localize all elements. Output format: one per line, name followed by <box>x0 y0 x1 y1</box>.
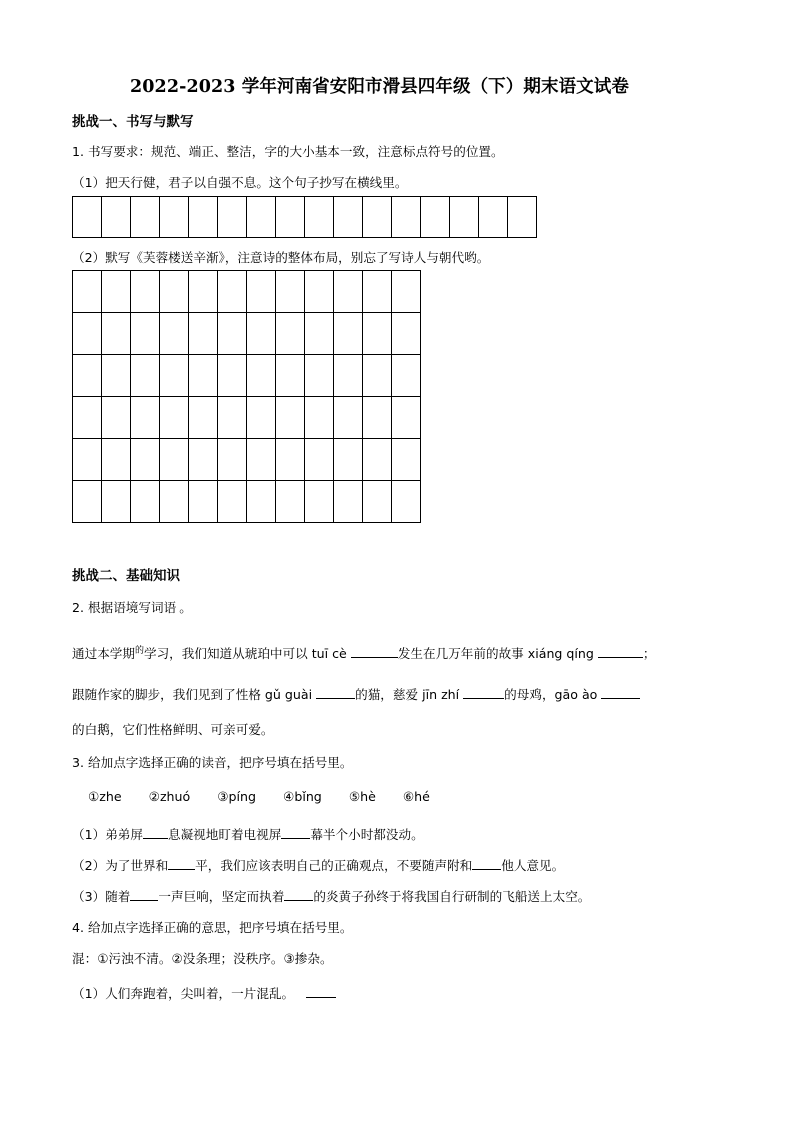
grid-cell[interactable] <box>102 439 131 481</box>
grid-cell[interactable] <box>363 197 392 238</box>
grid-cell[interactable] <box>305 481 334 523</box>
grid-cell[interactable] <box>131 481 160 523</box>
q1-part2: （2）默写《芙蓉楼送辛渐》，注意诗的整体布局，别忘了写诗人与朝代哟。 <box>72 250 490 265</box>
grid-cell[interactable] <box>131 397 160 439</box>
grid-cell[interactable] <box>73 481 102 523</box>
choice-option: ①zhe <box>88 789 122 804</box>
copy-writing-grid[interactable] <box>72 196 537 238</box>
choice-option: ⑤hè <box>348 789 376 804</box>
grid-cell[interactable] <box>73 197 102 238</box>
grid-cell[interactable] <box>392 397 421 439</box>
grid-cell[interactable] <box>131 313 160 355</box>
grid-cell[interactable] <box>305 439 334 481</box>
grid-cell[interactable] <box>102 397 131 439</box>
choice-option: ③píng <box>217 789 257 804</box>
q2-line-3: 的白鹅，它们性格鲜明、可亲可爱。 <box>72 722 274 737</box>
grid-cell[interactable] <box>102 313 131 355</box>
grid-cell[interactable] <box>479 197 508 238</box>
grid-cell[interactable] <box>334 197 363 238</box>
grid-cell[interactable] <box>189 271 218 313</box>
section-heading-1: 挑战一、书写与默写 <box>72 114 194 130</box>
q2-text: 学习，我们知道从琥珀中可以 tuī cè <box>143 646 347 662</box>
grid-cell[interactable] <box>189 355 218 397</box>
grid-cell[interactable] <box>218 481 247 523</box>
grid-cell[interactable] <box>508 197 537 238</box>
grid-cell[interactable] <box>102 271 131 313</box>
grid-cell[interactable] <box>392 197 421 238</box>
q2-text: 跟随作家的脚步，我们见到了性格 gǔ guài <box>72 687 313 702</box>
grid-cell[interactable] <box>421 197 450 238</box>
answer-blank[interactable] <box>306 985 336 998</box>
grid-cell[interactable] <box>73 439 102 481</box>
grid-cell[interactable] <box>334 313 363 355</box>
grid-cell[interactable] <box>247 439 276 481</box>
poem-writing-grid[interactable] <box>72 270 421 523</box>
answer-blank[interactable] <box>281 826 310 839</box>
q3-text: 的炎黄子孙终于将我国自行研制的飞船送上太空。 <box>313 889 591 904</box>
q4-text: （1）人们奔跑着，尖叫着，一片混乱。 <box>72 986 295 1001</box>
grid-cell[interactable] <box>160 439 189 481</box>
q3-text: 一声巨响，坚定而执着 <box>158 889 285 904</box>
grid-cell[interactable] <box>189 313 218 355</box>
grid-cell[interactable] <box>102 481 131 523</box>
answer-blank[interactable] <box>130 888 158 901</box>
answer-blank[interactable] <box>472 857 501 870</box>
q1-part1: （1）把天行健，君子以自强不息。这个句子抄写在横线里。 <box>72 175 408 190</box>
choice-option: ②zhuó <box>148 789 191 804</box>
q3-text: 他人意见。 <box>501 858 565 873</box>
q4-sentence-1 <box>72 983 336 1002</box>
grid-cell[interactable] <box>305 313 334 355</box>
grid-cell[interactable] <box>189 481 218 523</box>
answer-blank[interactable] <box>601 686 640 699</box>
q2-text: ； <box>642 646 656 662</box>
grid-cell[interactable] <box>334 397 363 439</box>
grid-cell[interactable] <box>131 197 160 238</box>
q2-superscript: 的 <box>134 646 144 656</box>
grid-cell[interactable] <box>131 439 160 481</box>
grid-cell[interactable] <box>189 197 218 238</box>
q2-text: 发生在几万年前的故事 xiáng qíng <box>397 646 594 662</box>
grid-cell[interactable] <box>218 355 247 397</box>
grid-cell[interactable] <box>334 355 363 397</box>
q2-stem-dot: 。 <box>179 600 192 615</box>
answer-blank[interactable] <box>143 826 168 839</box>
grid-cell[interactable] <box>334 271 363 313</box>
grid-cell[interactable] <box>276 197 305 238</box>
grid-cell[interactable] <box>305 397 334 439</box>
grid-cell[interactable] <box>218 397 247 439</box>
choice-option: ④bǐng <box>283 789 322 804</box>
grid-cell[interactable] <box>305 271 334 313</box>
grid-cell[interactable] <box>392 313 421 355</box>
grid-cell[interactable] <box>363 271 392 313</box>
grid-row <box>73 313 421 355</box>
q4-stem: 4. 给加点字选择正确的意思，把序号填在括号里。 <box>72 920 353 935</box>
page-title: 2022-2023 学年河南省安阳市滑县四年级（下）期末语文试卷 <box>130 77 629 97</box>
grid-row <box>73 197 537 238</box>
grid-cell[interactable] <box>247 197 276 238</box>
grid-cell[interactable] <box>334 439 363 481</box>
grid-cell[interactable] <box>276 481 305 523</box>
grid-cell[interactable] <box>392 439 421 481</box>
grid-cell[interactable] <box>218 313 247 355</box>
choice-option: ⑥hé <box>402 789 430 804</box>
answer-blank[interactable] <box>598 645 643 658</box>
q2-line-2 <box>72 684 640 703</box>
answer-blank[interactable] <box>351 645 398 658</box>
q4-definitions: 混：①污浊不清。②没条理；没秩序。③掺杂。 <box>72 951 333 966</box>
grid-cell[interactable] <box>131 355 160 397</box>
grid-cell[interactable] <box>102 355 131 397</box>
q2-text: 的猫，慈爱 jīn zhí <box>355 687 460 702</box>
grid-cell[interactable] <box>160 481 189 523</box>
grid-cell[interactable] <box>276 355 305 397</box>
grid-cell[interactable] <box>276 271 305 313</box>
grid-cell[interactable] <box>247 481 276 523</box>
answer-blank[interactable] <box>316 686 355 699</box>
grid-cell[interactable] <box>160 397 189 439</box>
answer-blank[interactable] <box>463 686 504 699</box>
grid-cell[interactable] <box>160 271 189 313</box>
grid-cell[interactable] <box>363 355 392 397</box>
grid-cell[interactable] <box>450 197 479 238</box>
grid-cell[interactable] <box>73 397 102 439</box>
grid-cell[interactable] <box>73 271 102 313</box>
grid-cell[interactable] <box>363 481 392 523</box>
answer-blank[interactable] <box>168 857 195 870</box>
answer-blank[interactable] <box>284 888 313 901</box>
q3-text: 息凝视地盯着电视屏 <box>167 827 282 842</box>
q2-text: 通过本学期 <box>72 646 135 662</box>
grid-row <box>73 439 421 481</box>
grid-cell[interactable] <box>247 271 276 313</box>
grid-cell[interactable] <box>160 197 189 238</box>
grid-cell[interactable] <box>363 313 392 355</box>
q3-sentence-1 <box>72 824 424 843</box>
grid-cell[interactable] <box>189 397 218 439</box>
section-heading-2: 挑战二、基础知识 <box>72 568 180 584</box>
grid-cell[interactable] <box>160 313 189 355</box>
grid-cell[interactable] <box>247 313 276 355</box>
grid-cell[interactable] <box>276 397 305 439</box>
q2-text: 的母鸡，gāo ào <box>504 687 598 702</box>
q3-text: 幕半个小时都没动。 <box>310 827 424 842</box>
q3-text: （1）弟弟屏 <box>72 827 143 842</box>
grid-cell[interactable] <box>334 481 363 523</box>
grid-cell[interactable] <box>218 439 247 481</box>
grid-row <box>73 397 421 439</box>
grid-cell[interactable] <box>73 355 102 397</box>
grid-cell[interactable] <box>305 197 334 238</box>
grid-cell[interactable] <box>218 271 247 313</box>
grid-cell[interactable] <box>392 481 421 523</box>
grid-cell[interactable] <box>160 355 189 397</box>
q3-sentence-3 <box>72 886 590 905</box>
q2-line-1 <box>72 643 656 662</box>
grid-cell[interactable] <box>392 355 421 397</box>
grid-cell[interactable] <box>189 439 218 481</box>
q1-stem: 1. 书写要求：规范、端正、整洁，字的大小基本一致，注意标点符号的位置。 <box>72 144 504 159</box>
grid-cell[interactable] <box>276 313 305 355</box>
grid-cell[interactable] <box>218 197 247 238</box>
grid-row <box>73 481 421 523</box>
grid-cell[interactable] <box>102 197 131 238</box>
grid-cell[interactable] <box>247 355 276 397</box>
q3-text: 平，我们应该表明自己的正确观点，不要随声附和 <box>195 858 473 873</box>
q2-stem <box>72 597 192 616</box>
q3-stem: 3. 给加点字选择正确的读音，把序号填在括号里。 <box>72 755 353 770</box>
grid-cell[interactable] <box>73 313 102 355</box>
q3-sentence-2 <box>72 855 564 874</box>
q3-text: （3）随着 <box>72 889 131 904</box>
q2-stem-text: 2. 根据语境写词语 <box>72 600 177 615</box>
q3-choices <box>88 789 453 804</box>
grid-cell[interactable] <box>305 355 334 397</box>
grid-row <box>73 271 421 313</box>
grid-cell[interactable] <box>276 439 305 481</box>
grid-cell[interactable] <box>392 271 421 313</box>
grid-row <box>73 355 421 397</box>
grid-cell[interactable] <box>363 439 392 481</box>
grid-cell[interactable] <box>131 271 160 313</box>
grid-cell[interactable] <box>363 397 392 439</box>
grid-cell[interactable] <box>247 397 276 439</box>
q3-text: （2）为了世界和 <box>72 858 169 873</box>
